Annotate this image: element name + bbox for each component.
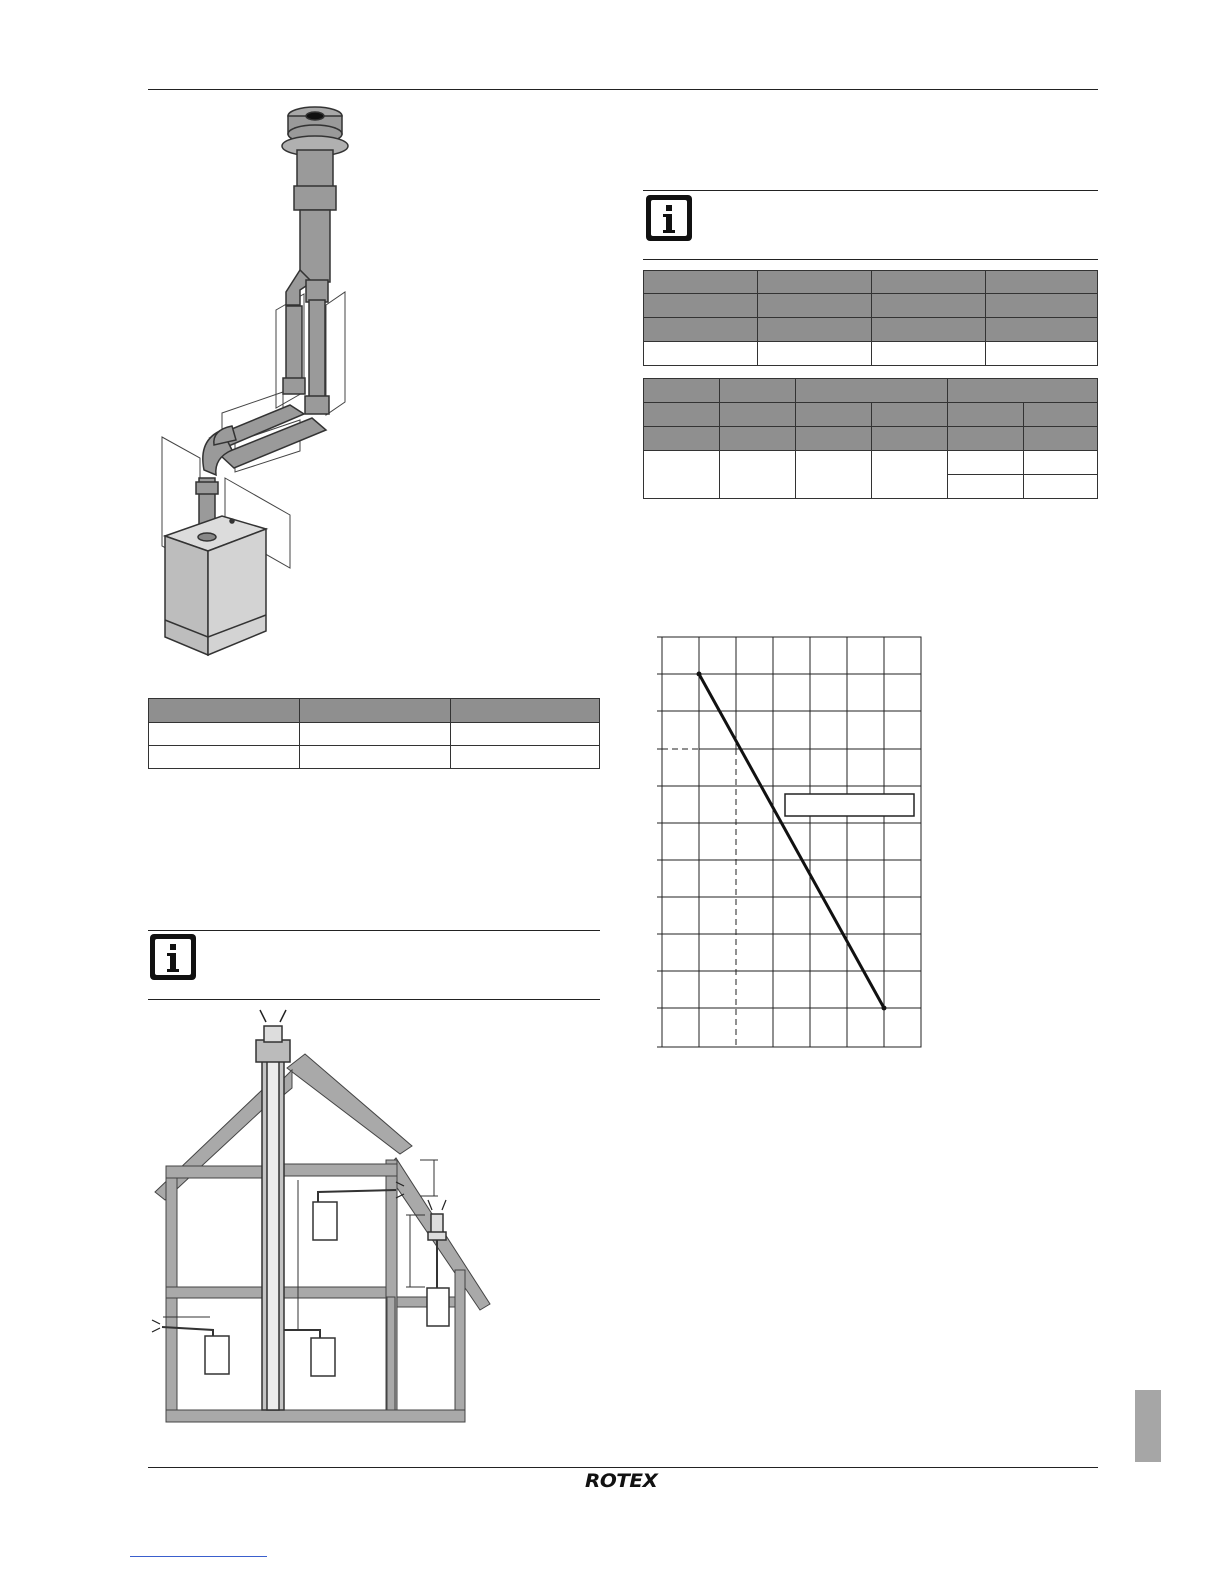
side-tab xyxy=(1135,1390,1161,1462)
bottom-link-underline[interactable] xyxy=(130,1556,267,1557)
rotex-logo: ROTEX xyxy=(585,1470,658,1492)
